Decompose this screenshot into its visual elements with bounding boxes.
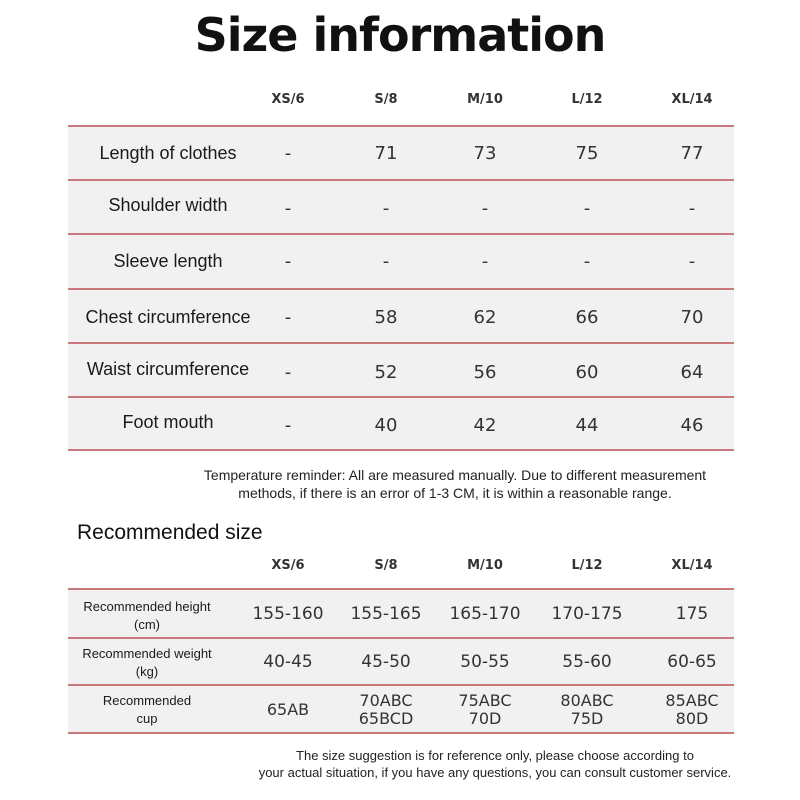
note-line: your actual situation, if you have any questions, you can consult customer service. [258, 765, 732, 780]
cell: - [284, 143, 292, 164]
row-label: Waist circumference [86, 359, 250, 379]
cell-line: 70D [468, 709, 502, 728]
cell-line: 80D [675, 709, 709, 728]
size-header: XS/6 [271, 558, 305, 573]
cell: - [382, 251, 390, 272]
cell: 58 [374, 307, 398, 328]
cell: 65AB [266, 700, 310, 719]
row-label-line: cup [136, 711, 158, 726]
cell: - [688, 198, 696, 219]
cell: 40-45 [263, 652, 313, 672]
cell: - [688, 251, 696, 272]
size-header: M/10 [467, 92, 503, 107]
cell: - [284, 251, 292, 272]
cell-line: 75D [570, 709, 604, 728]
cell: - [284, 415, 292, 436]
cell: 40 [374, 415, 398, 436]
row-divider [68, 288, 734, 290]
cell: 70 [680, 307, 704, 328]
row-label-line: Recommended [102, 693, 192, 708]
cell: 62 [473, 307, 497, 328]
row-label [62, 692, 232, 728]
cell: 42 [473, 415, 497, 436]
row-label-line: Recommended height [83, 599, 211, 614]
cell: 60 [575, 362, 599, 383]
note-line: The size suggestion is for reference only, please choose according to [296, 748, 694, 763]
cell: 77 [680, 143, 704, 164]
cell: - [284, 198, 292, 219]
cell: 155-160 [252, 604, 324, 624]
row-divider [68, 233, 734, 235]
cell: 44 [575, 415, 599, 436]
cell: 71 [374, 143, 398, 164]
cell: 50-55 [460, 652, 510, 672]
row-divider [68, 125, 734, 127]
size-suggestion-note [230, 747, 760, 781]
row-label-line: Recommended weight [82, 646, 212, 661]
row-label: Sleeve length [113, 251, 223, 271]
page-title: Size information [194, 8, 606, 62]
cell: 75 [575, 143, 599, 164]
row-divider [68, 449, 734, 451]
row-label: Shoulder width [108, 195, 228, 215]
size-header: XL/14 [671, 558, 713, 573]
cell: 66 [575, 307, 599, 328]
cell: 45-50 [361, 652, 411, 672]
cell: - [481, 251, 489, 272]
cell: 64 [680, 362, 704, 383]
cell: - [481, 198, 489, 219]
cell [435, 692, 535, 728]
note-line: methods, if there is an error of 1-3 CM, it is within a reasonable range. [238, 485, 672, 501]
cell: - [382, 198, 390, 219]
size-header: M/10 [467, 558, 503, 573]
cell: - [284, 307, 292, 328]
cell: 73 [473, 143, 497, 164]
cell: 52 [374, 362, 398, 383]
row-label: Length of clothes [99, 143, 237, 163]
cell: 60-65 [667, 652, 717, 672]
cell [642, 692, 742, 728]
size-header: XL/14 [671, 92, 713, 107]
cell [336, 692, 436, 728]
cell-line: 85ABC [665, 691, 719, 710]
cell: 165-170 [449, 604, 521, 624]
cell [537, 692, 637, 728]
row-divider [68, 637, 734, 639]
row-label-line: (kg) [135, 664, 159, 679]
size-header: XS/6 [271, 92, 305, 107]
cell-line: 70ABC [359, 691, 413, 710]
size-header: S/8 [374, 558, 398, 573]
cell: - [284, 362, 292, 383]
cell: - [583, 198, 591, 219]
size-header: L/12 [571, 558, 603, 573]
note-line: Temperature reminder: All are measured manually. Due to different measurement [203, 467, 707, 483]
cell: 55-60 [562, 652, 612, 672]
cell-line: 75ABC [458, 691, 512, 710]
cell-line: 80ABC [560, 691, 614, 710]
cell: 170-175 [551, 604, 623, 624]
row-label [62, 645, 232, 681]
measurement-note [160, 466, 750, 502]
row-divider [68, 588, 734, 590]
row-divider [68, 342, 734, 344]
row-divider [68, 179, 734, 181]
cell: 175 [675, 604, 709, 624]
cell: 56 [473, 362, 497, 383]
row-divider [68, 684, 734, 686]
cell: - [583, 251, 591, 272]
row-label [62, 598, 232, 634]
cell: 46 [680, 415, 704, 436]
size-header: L/12 [571, 92, 603, 107]
cell-line: 65BCD [358, 709, 414, 728]
row-label-line: (cm) [134, 617, 160, 632]
row-divider [68, 732, 734, 734]
size-header: S/8 [374, 92, 398, 107]
cell: 155-165 [350, 604, 422, 624]
recommended-title: Recommended size [77, 521, 263, 544]
row-label: Chest circumference [85, 307, 251, 327]
row-label: Foot mouth [122, 412, 214, 432]
row-divider [68, 396, 734, 398]
